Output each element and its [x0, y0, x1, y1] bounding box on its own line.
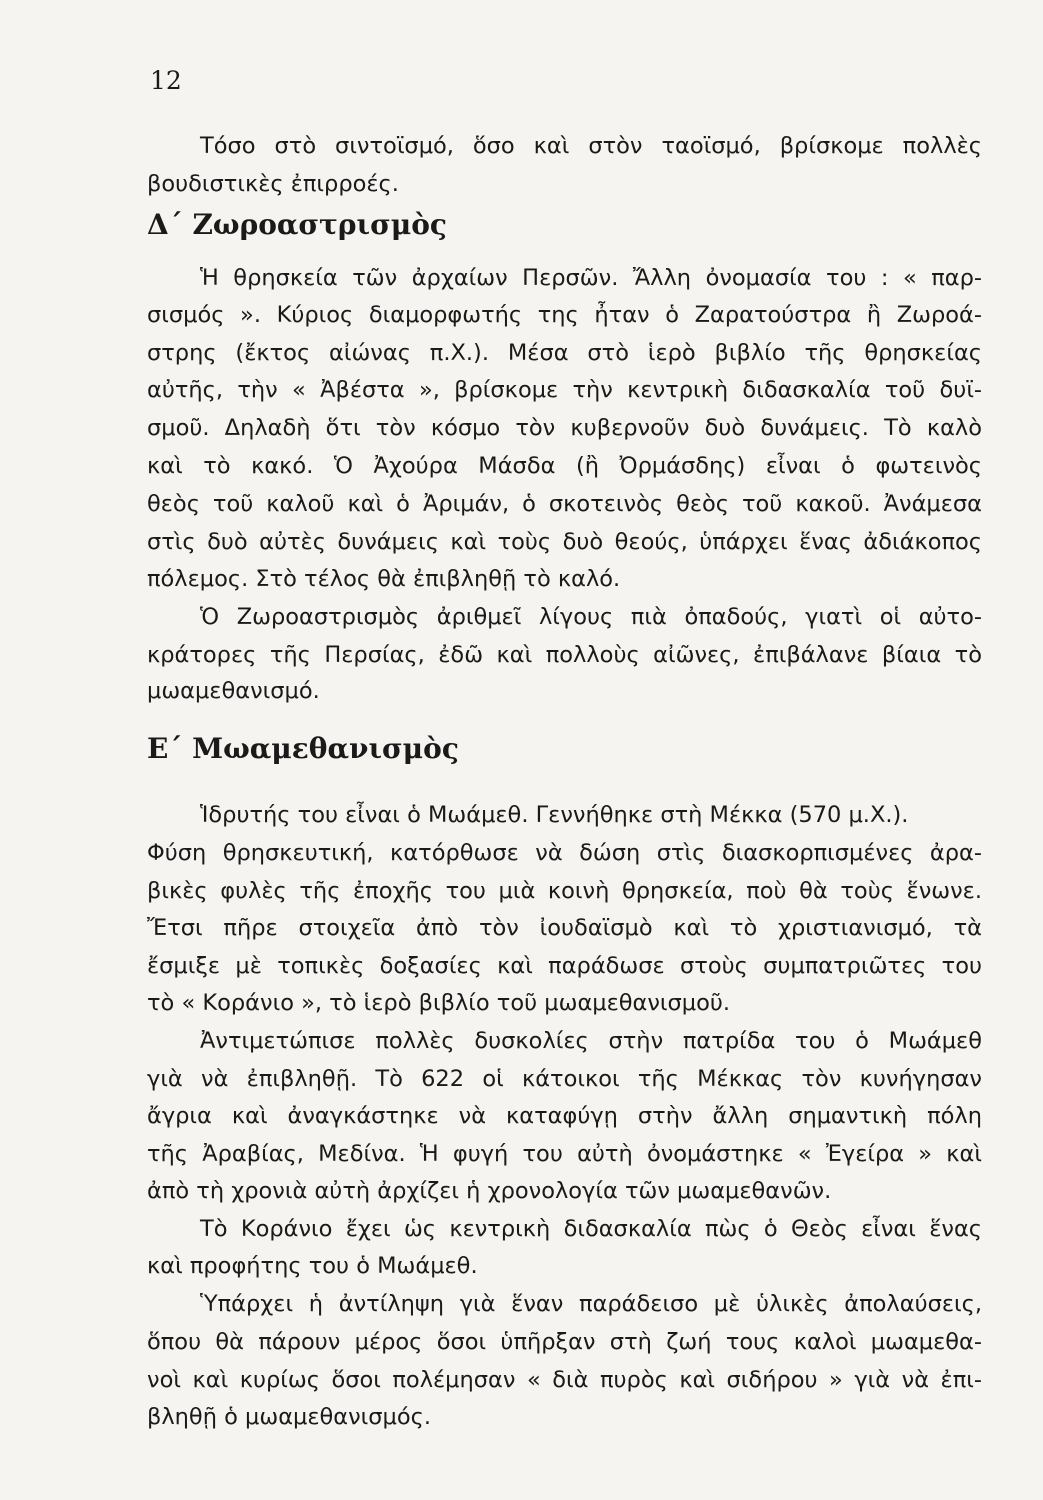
- paragraph-line: βουδιστικὲς ἐπιρροές.: [147, 171, 399, 197]
- paragraph-line: Ἡ θρησκεία τῶν ἀρχαίων Περσῶν. Ἄλλη ὀνομασία του : « παρ-: [200, 265, 982, 291]
- paragraph-line: Φύση θρησκευτική, κατόρθωσε νὰ δώση στὶς διασκορπισμένες ἀρα-: [147, 840, 982, 866]
- section-heading-zoroastrianism: Δ΄ Ζωροαστρισμὸς: [147, 208, 447, 241]
- paragraph-line: γιὰ νὰ ἐπιβληθῇ. Τὸ 622 οἱ κάτοικοι τῆς Μέκκας τὸν κυνήγησαν: [147, 1066, 982, 1092]
- paragraph-line: ἀπὸ τὴ χρονιὰ αὐτὴ ἀρχίζει ἡ χρονολογία τῶν μωαμεθανῶν.: [147, 1178, 832, 1204]
- paragraph-line: στρης (ἔκτος αἰώνας π.Χ.). Μέσα στὸ ἱερὸ βιβλίο τῆς θρησκείας: [147, 340, 982, 366]
- paragraph-line: ἄγρια καὶ ἀναγκάστηκε νὰ καταφύγῃ στὴν ἄλλη σημαντικὴ πόλη: [147, 1103, 982, 1129]
- paragraph-line: Ἔτσι πῆρε στοιχεῖα ἀπὸ τὸν ἰουδαϊσμὸ καὶ τὸ χριστιανισμό, τὰ: [147, 915, 982, 941]
- paragraph-line: στὶς δυὸ αὐτὲς δυνάμεις καὶ τοὺς δυὸ θεούς, ὑπάρχει ἕνας ἀδιάκοπος: [147, 529, 982, 555]
- paragraph-line: σμοῦ. Δηλαδὴ ὅτι τὸν κόσμο τὸν κυβερνοῦν δυὸ δυνάμεις. Τὸ καλὸ: [147, 415, 982, 441]
- paragraph-line: καὶ τὸ κακό. Ὁ Ἀχούρα Μάσδα (ἢ Ὀρμάσδης) εἶναι ὁ φωτεινὸς: [147, 453, 982, 479]
- paragraph-line: θεὸς τοῦ καλοῦ καὶ ὁ Ἀριμάν, ὁ σκοτεινὸς θεὸς τοῦ κακοῦ. Ἀνάμεσα: [147, 491, 982, 517]
- paragraph-line: τὸ « Κοράνιο », τὸ ἱερὸ βιβλίο τοῦ μωαμεθανισμοῦ.: [147, 990, 731, 1016]
- page-number: 12: [150, 66, 182, 95]
- section-heading-islam: Ε΄ Μωαμεθανισμὸς: [147, 732, 459, 765]
- paragraph-line: αὐτῆς, τὴν « Ἀβέστα », βρίσκομε τὴν κεντρικὴ διδασκαλία τοῦ δυϊ-: [147, 377, 982, 403]
- paragraph-line: Ἀντιμετώπισε πολλὲς δυσκολίες στὴν πατρίδα του ὁ Μωάμεθ: [200, 1028, 982, 1054]
- paragraph-line: βληθῇ ὁ μωαμεθανισμός.: [147, 1404, 431, 1430]
- paragraph-line: μωαμεθανισμό.: [147, 678, 320, 704]
- paragraph-line: νοὶ καὶ κυρίως ὅσοι πολέμησαν « διὰ πυρὸς καὶ σιδήρου » γιὰ νὰ ἐπι-: [147, 1367, 982, 1393]
- paragraph-line: ἔσμιξε μὲ τοπικὲς δοξασίες καὶ παράδωσε στοὺς συμπατριῶτες του: [147, 953, 982, 979]
- paragraph-line: Τὸ Κοράνιο ἔχει ὡς κεντρικὴ διδασκαλία πὼς ὁ Θεὸς εἶναι ἕνας: [200, 1216, 982, 1242]
- paragraph-line: καὶ προφήτης του ὁ Μωάμεθ.: [147, 1253, 478, 1279]
- paragraph-line: πόλεμος. Στὸ τέλος θὰ ἐπιβληθῇ τὸ καλό.: [147, 566, 621, 592]
- paragraph-line: βικὲς φυλὲς τῆς ἐποχῆς του μιὰ κοινὴ θρησκεία, ποὺ θὰ τοὺς ἕνωνε.: [147, 878, 982, 904]
- paragraph-line: κράτορες τῆς Περσίας, ἐδῶ καὶ πολλοὺς αἰῶνες, ἐπιβάλανε βίαια τὸ: [147, 642, 982, 668]
- paragraph-line: ὅπου θὰ πάρουν μέρος ὅσοι ὑπῆρξαν στὴ ζωή τους καλοὶ μωαμεθα-: [147, 1329, 982, 1355]
- paragraph-line: Ὁ Ζωροαστρισμὸς ἀριθμεῖ λίγους πιὰ ὀπαδούς, γιατὶ οἱ αὐτο-: [200, 604, 982, 630]
- paragraph-line: Ἱδρυτής του εἶναι ὁ Μωάμεθ. Γεννήθηκε στὴ Μέκκα (570 μ.Χ.).: [200, 802, 909, 828]
- paragraph-line: τῆς Ἀραβίας, Μεδίνα. Ἡ φυγή του αὐτὴ ὀνομάστηκε « Ἐγείρα » καὶ: [147, 1141, 982, 1167]
- paragraph-line: Τόσο στὸ σιντοϊσμό, ὅσο καὶ στὸν ταοϊσμό, βρίσκομε πολλὲς: [200, 133, 982, 159]
- paragraph-line: Ὑπάρχει ἡ ἀντίληψη γιὰ ἕναν παράδεισο μὲ ὑλικὲς ἀπολαύσεις,: [200, 1291, 982, 1317]
- paragraph-line: σισμός ». Κύριος διαμορφωτής της ἦταν ὁ Ζαρατούστρα ἢ Ζωροά-: [147, 302, 982, 328]
